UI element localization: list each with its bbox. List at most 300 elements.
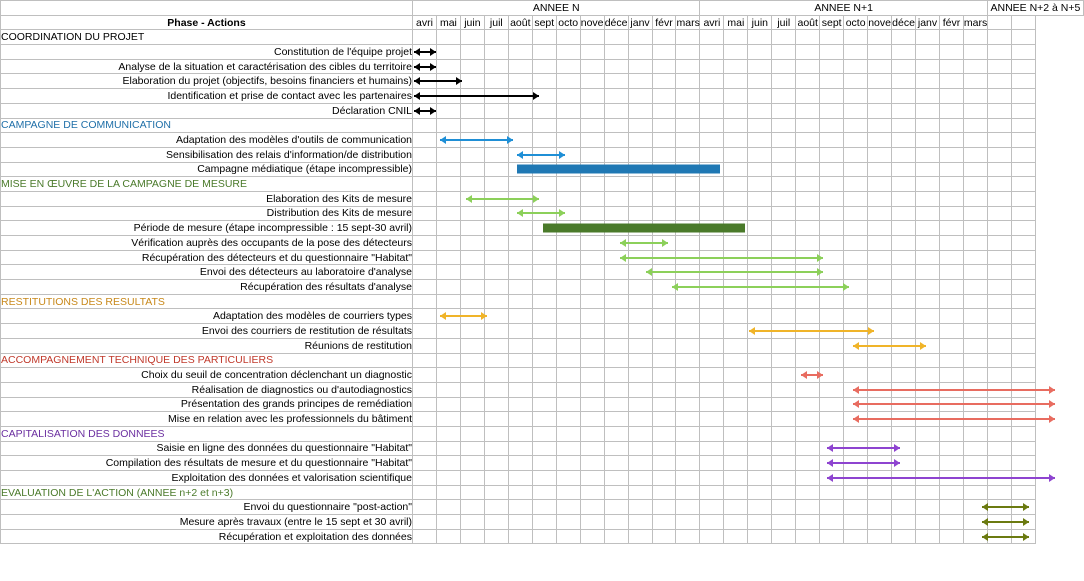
grid-cell — [987, 529, 1011, 544]
grid-cell — [892, 221, 916, 236]
grid-cell — [413, 500, 437, 515]
action-row — [1, 338, 1084, 353]
month-header: juil — [484, 15, 508, 30]
grid-cell — [556, 426, 580, 441]
grid-cell — [460, 485, 484, 500]
grid-cell — [604, 103, 628, 118]
grid-cell — [748, 30, 772, 45]
grid-cell — [484, 221, 508, 236]
grid-cell — [892, 529, 916, 544]
month-header: mars — [963, 16, 988, 29]
grid-cell — [772, 294, 796, 309]
grid-cell — [652, 236, 676, 251]
grid-cell — [772, 206, 796, 221]
grid-cell — [580, 89, 604, 104]
grid-cell — [700, 162, 724, 177]
grid-cell — [939, 309, 963, 324]
grid-cell — [628, 485, 652, 500]
grid-cell — [700, 118, 724, 133]
grid-cell — [963, 221, 987, 236]
action-row — [1, 221, 1084, 236]
grid-cell — [868, 309, 892, 324]
grid-cell — [963, 397, 987, 412]
grid-cell — [652, 59, 676, 74]
grid-cell — [844, 59, 868, 74]
grid-cell — [676, 485, 700, 500]
grid-cell — [604, 89, 628, 104]
grid-cell — [508, 59, 532, 74]
grid-cell — [772, 103, 796, 118]
grid-cell — [532, 353, 556, 368]
grid-cell — [987, 236, 1011, 251]
grid-cell — [820, 382, 844, 397]
grid-cell — [556, 324, 580, 339]
grid-cell — [556, 456, 580, 471]
grid-cell — [604, 529, 628, 544]
grid-cell — [796, 265, 820, 280]
action-row — [1, 162, 1084, 177]
grid-cell — [604, 147, 628, 162]
grid-cell — [460, 206, 484, 221]
grid-cell — [987, 309, 1011, 324]
month-header: nove — [868, 16, 891, 29]
grid-cell — [532, 426, 556, 441]
action-row — [1, 103, 1084, 118]
grid-cell — [484, 529, 508, 544]
grid-cell — [676, 426, 700, 441]
grid-cell — [508, 206, 532, 221]
grid-cell — [868, 338, 892, 353]
action-label: Choix du seuil de concentration déclenchant un diagnostic — [1, 368, 413, 383]
grid-cell — [413, 236, 437, 251]
grid-cell — [580, 309, 604, 324]
grid-cell — [532, 456, 556, 471]
grid-cell — [628, 338, 652, 353]
grid-cell — [892, 74, 916, 89]
month-header: janv — [916, 15, 940, 30]
grid-cell — [484, 441, 508, 456]
grid-cell — [868, 74, 892, 89]
grid-cell — [484, 45, 508, 60]
grid-cell — [939, 162, 963, 177]
grid-cell — [436, 426, 460, 441]
grid-cell — [748, 191, 772, 206]
grid-cell — [868, 147, 892, 162]
grid-cell — [868, 382, 892, 397]
grid-cell — [436, 147, 460, 162]
grid-cell — [939, 500, 963, 515]
grid-cell — [604, 221, 628, 236]
month-header: août — [797, 16, 818, 29]
action-label: Elaboration du projet (objectifs, besoins financiers et humains) — [1, 74, 413, 89]
grid-cell — [820, 236, 844, 251]
grid-cell — [604, 30, 628, 45]
grid-cell — [844, 280, 868, 295]
grid-cell — [772, 177, 796, 192]
grid-cell — [676, 500, 700, 515]
grid-cell — [413, 294, 437, 309]
grid-cell — [508, 147, 532, 162]
grid-cell — [892, 206, 916, 221]
grid-cell — [604, 382, 628, 397]
grid-cell — [676, 412, 700, 427]
grid-cell — [796, 485, 820, 500]
section-row — [1, 118, 1084, 133]
grid-cell — [652, 118, 676, 133]
grid-cell — [556, 45, 580, 60]
grid-cell — [628, 294, 652, 309]
grid-cell — [604, 118, 628, 133]
grid-cell — [700, 353, 724, 368]
grid-cell — [652, 368, 676, 383]
grid-cell — [1011, 118, 1035, 133]
action-label: Envoi du questionnaire "post-action" — [1, 500, 413, 515]
grid-cell — [532, 529, 556, 544]
grid-cell — [963, 206, 987, 221]
grid-cell — [987, 221, 1011, 236]
grid-cell — [820, 74, 844, 89]
grid-cell — [484, 191, 508, 206]
grid-cell — [676, 45, 700, 60]
grid-cell — [532, 471, 556, 486]
action-label: Exploitation des données et valorisation scientifique — [1, 471, 413, 486]
action-row — [1, 324, 1084, 339]
grid-cell — [652, 309, 676, 324]
grid-cell — [700, 89, 724, 104]
grid-cell — [844, 368, 868, 383]
grid-cell — [436, 177, 460, 192]
grid-cell — [820, 294, 844, 309]
grid-cell — [508, 485, 532, 500]
grid-cell — [436, 471, 460, 486]
grid-cell — [916, 338, 940, 353]
grid-cell — [700, 133, 724, 148]
grid-cell — [868, 368, 892, 383]
grid-cell — [413, 382, 437, 397]
grid-cell — [580, 59, 604, 74]
grid-cell — [580, 382, 604, 397]
grid-cell — [1011, 250, 1035, 265]
grid-cell — [844, 324, 868, 339]
grid-cell — [772, 441, 796, 456]
action-label: Distribution des Kits de mesure — [1, 206, 413, 221]
grid-cell — [676, 280, 700, 295]
grid-cell — [748, 236, 772, 251]
grid-cell — [532, 177, 556, 192]
grid-cell — [604, 133, 628, 148]
grid-cell — [724, 338, 748, 353]
grid-cell — [724, 294, 748, 309]
grid-cell — [508, 309, 532, 324]
grid-cell — [676, 294, 700, 309]
grid-cell — [604, 294, 628, 309]
grid-cell — [413, 529, 437, 544]
grid-cell — [413, 265, 437, 280]
grid-cell — [963, 162, 987, 177]
grid-cell — [652, 353, 676, 368]
grid-cell — [580, 426, 604, 441]
grid-cell — [868, 177, 892, 192]
grid-cell — [436, 118, 460, 133]
grid-cell — [772, 74, 796, 89]
grid-cell — [892, 280, 916, 295]
grid-cell — [987, 89, 1011, 104]
section-title: EVALUATION DE L'ACTION (ANNEE n+2 et n+3) — [1, 485, 413, 500]
grid-cell — [796, 133, 820, 148]
grid-cell — [772, 162, 796, 177]
grid-cell — [939, 133, 963, 148]
grid-cell — [987, 133, 1011, 148]
grid-cell — [844, 294, 868, 309]
grid-cell — [413, 133, 437, 148]
grid-cell — [748, 118, 772, 133]
grid-cell — [772, 426, 796, 441]
grid-cell — [796, 324, 820, 339]
grid-cell — [868, 515, 892, 530]
grid-cell — [772, 59, 796, 74]
grid-cell — [556, 147, 580, 162]
grid-cell — [604, 338, 628, 353]
month-header: avri — [700, 15, 724, 30]
grid-cell — [796, 353, 820, 368]
grid-cell — [844, 118, 868, 133]
grid-cell — [580, 353, 604, 368]
grid-cell — [987, 30, 1011, 45]
header-corner — [1, 1, 413, 16]
grid-cell — [508, 441, 532, 456]
grid-cell — [939, 30, 963, 45]
action-label: Adaptation des modèles d'outils de communication — [1, 133, 413, 148]
grid-cell — [772, 397, 796, 412]
grid-cell — [652, 294, 676, 309]
grid-cell — [916, 412, 940, 427]
grid-cell — [508, 89, 532, 104]
grid-cell — [460, 309, 484, 324]
grid-cell — [460, 147, 484, 162]
grid-cell — [484, 485, 508, 500]
grid-cell — [580, 265, 604, 280]
grid-cell — [892, 353, 916, 368]
grid-cell — [724, 221, 748, 236]
grid-cell — [532, 412, 556, 427]
grid-cell — [460, 118, 484, 133]
grid-cell — [436, 250, 460, 265]
grid-cell — [628, 382, 652, 397]
grid-cell — [748, 177, 772, 192]
grid-cell — [724, 382, 748, 397]
action-label: Campagne médiatique (étape incompressible) — [1, 162, 413, 177]
grid-cell — [796, 74, 820, 89]
grid-cell — [460, 177, 484, 192]
grid-cell — [484, 177, 508, 192]
grid-cell — [748, 441, 772, 456]
grid-cell — [556, 280, 580, 295]
grid-cell — [460, 162, 484, 177]
grid-cell — [963, 59, 987, 74]
action-row — [1, 280, 1084, 295]
grid-cell — [820, 426, 844, 441]
grid-cell — [963, 250, 987, 265]
grid-cell — [556, 250, 580, 265]
grid-cell — [1011, 89, 1035, 104]
grid-cell — [532, 59, 556, 74]
grid-cell — [844, 412, 868, 427]
grid-cell — [820, 191, 844, 206]
grid-cell — [652, 426, 676, 441]
grid-cell — [413, 221, 437, 236]
grid-cell — [508, 426, 532, 441]
grid-cell — [700, 529, 724, 544]
grid-cell — [676, 147, 700, 162]
grid-cell — [652, 397, 676, 412]
grid-cell — [892, 191, 916, 206]
grid-cell — [628, 412, 652, 427]
grid-cell — [700, 147, 724, 162]
grid-cell — [916, 515, 940, 530]
grid-cell — [748, 103, 772, 118]
grid-cell — [580, 515, 604, 530]
grid-cell — [508, 500, 532, 515]
grid-cell — [580, 294, 604, 309]
grid-cell — [413, 426, 437, 441]
action-label: Réalisation de diagnostics ou d'autodiagnostics — [1, 382, 413, 397]
grid-cell — [820, 515, 844, 530]
grid-cell — [963, 177, 987, 192]
grid-cell — [508, 133, 532, 148]
grid-cell — [772, 89, 796, 104]
grid-cell — [676, 103, 700, 118]
grid-cell — [868, 206, 892, 221]
grid-cell — [556, 485, 580, 500]
grid-cell — [939, 471, 963, 486]
action-row — [1, 309, 1084, 324]
grid-cell — [652, 103, 676, 118]
grid-cell — [556, 529, 580, 544]
grid-cell — [413, 250, 437, 265]
grid-cell — [987, 441, 1011, 456]
grid-cell — [436, 353, 460, 368]
section-title: RESTITUTIONS DES RESULTATS — [1, 294, 413, 309]
grid-cell — [604, 59, 628, 74]
grid-cell — [820, 133, 844, 148]
grid-cell — [460, 426, 484, 441]
grid-cell — [628, 397, 652, 412]
grid-cell — [963, 338, 987, 353]
grid-cell — [628, 162, 652, 177]
grid-cell — [796, 338, 820, 353]
grid-cell — [844, 45, 868, 60]
grid-cell — [1011, 324, 1035, 339]
grid-cell — [724, 177, 748, 192]
grid-cell — [1011, 177, 1035, 192]
grid-cell — [820, 177, 844, 192]
grid-cell — [1011, 529, 1035, 544]
action-row — [1, 382, 1084, 397]
grid-cell — [580, 177, 604, 192]
grid-cell — [604, 515, 628, 530]
grid-cell — [868, 265, 892, 280]
grid-cell — [820, 59, 844, 74]
grid-cell — [628, 191, 652, 206]
grid-cell — [700, 280, 724, 295]
grid-cell — [604, 265, 628, 280]
grid-cell — [484, 426, 508, 441]
grid-cell — [939, 89, 963, 104]
grid-cell — [772, 368, 796, 383]
grid-cell — [652, 471, 676, 486]
grid-cell — [796, 177, 820, 192]
grid-cell — [628, 118, 652, 133]
grid-cell — [796, 456, 820, 471]
grid-cell — [532, 309, 556, 324]
grid-cell — [604, 162, 628, 177]
grid-cell — [508, 324, 532, 339]
month-header: déce — [604, 16, 628, 29]
grid-cell — [556, 30, 580, 45]
grid-cell — [987, 500, 1011, 515]
grid-cell — [724, 133, 748, 148]
grid-cell — [1011, 59, 1035, 74]
grid-cell — [436, 162, 460, 177]
grid-cell — [508, 30, 532, 45]
grid-cell — [652, 382, 676, 397]
grid-cell — [868, 221, 892, 236]
grid-cell — [700, 177, 724, 192]
grid-cell — [1011, 338, 1035, 353]
grid-cell — [1011, 30, 1035, 45]
grid-cell — [724, 265, 748, 280]
grid-cell — [939, 74, 963, 89]
grid-cell — [556, 515, 580, 530]
action-label: Réunions de restitution — [1, 338, 413, 353]
grid-cell — [652, 45, 676, 60]
grid-cell — [676, 382, 700, 397]
grid-cell — [987, 59, 1011, 74]
grid-cell — [820, 412, 844, 427]
grid-cell — [987, 265, 1011, 280]
grid-cell — [963, 74, 987, 89]
grid-cell — [796, 397, 820, 412]
grid-cell — [748, 294, 772, 309]
grid-cell — [748, 471, 772, 486]
month-header: avri — [413, 15, 437, 30]
grid-cell — [1011, 515, 1035, 530]
action-label: Analyse de la situation et caractérisation des cibles du territoire — [1, 59, 413, 74]
grid-cell — [892, 59, 916, 74]
section-title: CAMPAGNE DE COMMUNICATION — [1, 118, 413, 133]
grid-cell — [724, 324, 748, 339]
grid-cell — [556, 309, 580, 324]
grid-cell — [628, 529, 652, 544]
grid-cell — [724, 118, 748, 133]
grid-cell — [604, 471, 628, 486]
grid-cell — [820, 441, 844, 456]
action-row — [1, 368, 1084, 383]
grid-cell — [820, 45, 844, 60]
grid-cell — [916, 382, 940, 397]
action-row — [1, 265, 1084, 280]
grid-cell — [460, 338, 484, 353]
grid-cell — [796, 529, 820, 544]
grid-cell — [460, 368, 484, 383]
section-row — [1, 30, 1084, 45]
grid-cell — [580, 191, 604, 206]
grid-cell — [748, 74, 772, 89]
grid-cell — [796, 206, 820, 221]
grid-cell — [868, 456, 892, 471]
grid-cell — [484, 103, 508, 118]
action-label: Vérification auprès des occupants de la pose des détecteurs — [1, 236, 413, 251]
